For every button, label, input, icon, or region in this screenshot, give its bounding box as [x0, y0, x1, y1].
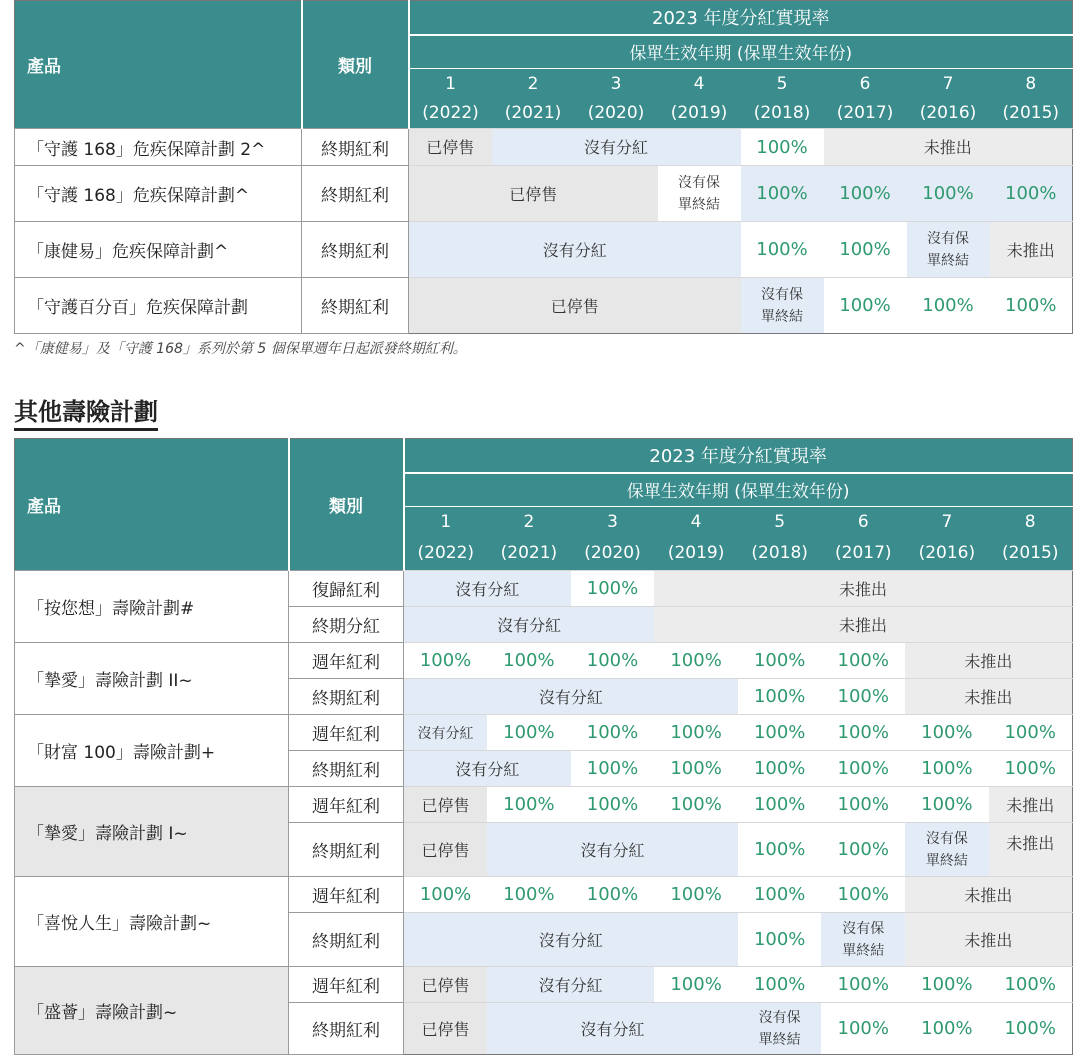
cell-100pct: 100%: [738, 877, 822, 913]
year-4: 4: [658, 69, 741, 99]
year-sub-1: (2022): [404, 537, 488, 571]
cell-100pct: 100%: [821, 679, 905, 715]
year-sub-3: (2020): [571, 537, 655, 571]
period-title: 保單生效年期 (保單生效年份): [409, 35, 1073, 69]
cell-100pct: 100%: [905, 1003, 989, 1055]
category-header: 類別: [302, 1, 409, 129]
table-row: [15, 967, 1073, 1003]
year-1: 1: [409, 69, 492, 99]
cell-100pct: 100%: [905, 751, 989, 787]
year-3: 3: [571, 507, 655, 537]
year-7: 7: [905, 507, 989, 537]
cell-100pct: 100%: [989, 715, 1073, 751]
cell-100pct: 100%: [907, 278, 990, 334]
year-6: 6: [821, 507, 905, 537]
cell-no-dividend: 沒有分紅: [404, 571, 571, 607]
table-row: [15, 222, 1073, 278]
no-term-line-1: 沒有保: [761, 286, 803, 303]
no-term-line-1: 沒有保: [678, 174, 720, 191]
cell-100pct: 100%: [824, 222, 907, 278]
cell-no-dividend: 沒有分紅: [404, 607, 655, 643]
cell-100pct: 100%: [487, 787, 571, 823]
table-row: [15, 278, 1073, 334]
cell-100pct: 100%: [821, 967, 905, 1003]
product-name: 「摯愛」壽險計劃 II~: [15, 643, 289, 715]
cell-100pct: 100%: [571, 877, 655, 913]
year-sub-3: (2020): [575, 99, 658, 129]
year-sub-8: (2015): [990, 99, 1073, 129]
cell-100pct: 100%: [738, 787, 822, 823]
category: 週年紅利: [289, 787, 404, 823]
cell-100pct: 100%: [487, 715, 571, 751]
cell-100pct: 100%: [990, 278, 1073, 334]
year-4: 4: [654, 507, 738, 537]
no-term-line-2: 單終結: [758, 1031, 801, 1048]
year-3: 3: [575, 69, 658, 99]
cell-100pct: 100%: [821, 751, 905, 787]
product-name: 「守護 168」危疾保障計劃^: [15, 166, 302, 222]
product-name: 「守護百分百」危疾保障計劃: [15, 278, 302, 334]
cell-100pct: 100%: [989, 967, 1073, 1003]
cell-no-termination: [905, 823, 989, 877]
cell-100pct: 100%: [404, 877, 488, 913]
cell-no-dividend: 沒有分紅: [487, 1003, 738, 1055]
category: 週年紅利: [289, 715, 404, 751]
cell-100pct: 100%: [989, 1003, 1073, 1055]
footnote: ^「康健易」及「守護 168」系列於第 5 個保單週年日起派發終期紅利。: [14, 341, 467, 357]
category: 週年紅利: [289, 967, 404, 1003]
cell-100pct: 100%: [571, 787, 655, 823]
cell-100pct: 100%: [905, 787, 989, 823]
cell-100pct: 100%: [907, 166, 990, 222]
cell-100pct: 100%: [654, 877, 738, 913]
year-5: 5: [741, 69, 824, 99]
product-header: 產品: [15, 439, 289, 571]
year-sub-4: (2019): [654, 537, 738, 571]
no-term-line-1: 沒有保: [758, 1009, 801, 1026]
cell-no-termination: [907, 222, 990, 278]
cell-no-dividend: 沒有分紅: [487, 967, 654, 1003]
period-title: 保單生效年期 (保單生效年份): [404, 473, 1073, 507]
year-sub-6: (2017): [824, 99, 907, 129]
no-term-line-2: 單終結: [678, 196, 720, 213]
year-7: 7: [907, 69, 990, 99]
cell-100pct: 100%: [654, 787, 738, 823]
year-sub-2: (2021): [492, 99, 575, 129]
cell-100pct: 100%: [821, 643, 905, 679]
year-sub-4: (2019): [658, 99, 741, 129]
cell-not-launched: 未推出: [989, 823, 1073, 877]
year-sub-5: (2018): [738, 537, 822, 571]
cell-stopped: 已停售: [404, 1003, 488, 1055]
cell-no-dividend: 沒有分紅: [404, 913, 738, 967]
cell-100pct: 100%: [571, 715, 655, 751]
year-sub-7: (2016): [907, 99, 990, 129]
cell-stopped: 已停售: [409, 166, 658, 222]
category: 終期分紅: [289, 607, 404, 643]
category: 終期紅利: [289, 679, 404, 715]
cell-100pct: 100%: [821, 877, 905, 913]
cell-100pct: 100%: [571, 751, 655, 787]
cell-100pct: 100%: [654, 643, 738, 679]
cell-100pct: 100%: [738, 715, 822, 751]
year-2: 2: [487, 507, 571, 537]
cell-100pct: 100%: [821, 715, 905, 751]
category: 復歸紅利: [289, 571, 404, 607]
cell-100pct: 100%: [738, 967, 822, 1003]
cell-not-launched: 未推出: [654, 571, 1072, 607]
cell-100pct: 100%: [738, 643, 822, 679]
table-row: [15, 571, 1073, 607]
cell-no-dividend: 沒有分紅: [404, 679, 738, 715]
life-insurance-table: [14, 438, 1073, 1055]
table-row: [15, 715, 1073, 751]
cell-100pct: 100%: [487, 643, 571, 679]
cell-not-launched: 未推出: [824, 129, 1073, 166]
cell-no-dividend: 沒有分紅: [409, 222, 741, 278]
category: 終期紅利: [302, 278, 409, 334]
cell-100pct: 100%: [821, 823, 905, 877]
category: 終期紅利: [302, 222, 409, 278]
year-2: 2: [492, 69, 575, 99]
no-term-line-1: 沒有保: [925, 830, 968, 847]
year-sub-1: (2022): [409, 99, 492, 129]
cell-100pct: 100%: [654, 751, 738, 787]
cell-not-launched: 未推出: [905, 679, 1072, 715]
rate-title: 2023 年度分紅實現率: [409, 1, 1073, 35]
cell-100pct: 100%: [738, 913, 822, 967]
cell-100pct: 100%: [738, 679, 822, 715]
cell-no-termination: [658, 166, 741, 222]
category-header: 類別: [289, 439, 404, 571]
year-8: 8: [990, 69, 1073, 99]
cell-100pct: 100%: [738, 751, 822, 787]
year-8: 8: [989, 507, 1073, 537]
cell-not-launched: 未推出: [905, 913, 1072, 967]
cell-100pct: 100%: [824, 166, 907, 222]
cell-100pct: 100%: [989, 751, 1073, 787]
no-term-line-2: 單終結: [927, 252, 969, 269]
table-row: [15, 166, 1073, 222]
cell-stopped: 已停售: [409, 278, 741, 334]
category: 終期紅利: [289, 751, 404, 787]
cell-no-termination: [821, 913, 905, 967]
cell-not-launched: 未推出: [905, 643, 1072, 679]
cell-not-launched: 未推出: [654, 607, 1072, 643]
cell-stopped: 已停售: [404, 787, 488, 823]
cell-100pct: 100%: [824, 278, 907, 334]
cell-no-dividend: 沒有分紅: [487, 823, 738, 877]
year-sub-5: (2018): [741, 99, 824, 129]
no-term-line-2: 單終結: [925, 852, 968, 869]
cell-no-dividend: 沒有分紅: [492, 129, 741, 166]
category: 週年紅利: [289, 643, 404, 679]
product-header: 產品: [15, 1, 302, 129]
product-name: 「盛薈」壽險計劃~: [15, 967, 289, 1055]
section-title: 其他壽險計劃: [14, 396, 158, 431]
cell-100pct: 100%: [738, 823, 822, 877]
no-term-line-2: 單終結: [761, 308, 803, 325]
critical-illness-table: [14, 0, 1073, 334]
cell-no-dividend: 沒有分紅: [404, 715, 488, 751]
year-sub-7: (2016): [905, 537, 989, 571]
category: 終期紅利: [289, 913, 404, 967]
table-row: [15, 877, 1073, 913]
product-name: 「財富 100」壽險計劃+: [15, 715, 289, 787]
year-6: 6: [824, 69, 907, 99]
category: 終期紅利: [289, 1003, 404, 1055]
year-1: 1: [404, 507, 488, 537]
cell-not-launched: 未推出: [990, 222, 1073, 278]
cell-100pct: 100%: [905, 715, 989, 751]
cell-100pct: 100%: [571, 571, 655, 607]
cell-100pct: 100%: [821, 1003, 905, 1055]
table-row: [15, 787, 1073, 823]
cell-100pct: 100%: [654, 715, 738, 751]
cell-100pct: 100%: [741, 166, 824, 222]
product-name: 「守護 168」危疾保障計劃 2^: [15, 129, 302, 166]
cell-100pct: 100%: [571, 643, 655, 679]
category: 終期紅利: [302, 129, 409, 166]
product-name: 「按您想」壽險計劃#: [15, 571, 289, 643]
cell-no-termination: [741, 278, 824, 334]
year-5: 5: [738, 507, 822, 537]
cell-no-termination: [738, 1003, 822, 1055]
year-sub-8: (2015): [989, 537, 1073, 571]
product-name: 「摯愛」壽險計劃 I~: [15, 787, 289, 877]
cell-stopped: 已停售: [404, 967, 488, 1003]
cell-no-dividend: 沒有分紅: [404, 751, 571, 787]
product-name: 「喜悅人生」壽險計劃~: [15, 877, 289, 967]
cell-100pct: 100%: [990, 166, 1073, 222]
cell-100pct: 100%: [905, 967, 989, 1003]
no-term-line-1: 沒有保: [927, 230, 969, 247]
cell-100pct: 100%: [821, 787, 905, 823]
no-term-line-1: 沒有保: [842, 920, 885, 937]
cell-100pct: 100%: [741, 222, 824, 278]
year-sub-2: (2021): [487, 537, 571, 571]
cell-100pct: 100%: [654, 967, 738, 1003]
table-row: [15, 129, 1073, 166]
cell-not-launched: 未推出: [905, 877, 1072, 913]
category: 終期紅利: [289, 823, 404, 877]
cell-not-launched: 未推出: [989, 787, 1073, 823]
cell-stopped: 已停售: [404, 823, 488, 877]
cell-100pct: 100%: [741, 129, 824, 166]
table-row: [15, 643, 1073, 679]
year-sub-6: (2017): [821, 537, 905, 571]
product-name: 「康健易」危疾保障計劃^: [15, 222, 302, 278]
category: 週年紅利: [289, 877, 404, 913]
cell-100pct: 100%: [487, 877, 571, 913]
cell-100pct: 100%: [404, 643, 488, 679]
category: 終期紅利: [302, 166, 409, 222]
cell-stopped: 已停售: [409, 129, 492, 166]
rate-title: 2023 年度分紅實現率: [404, 439, 1073, 473]
no-term-line-2: 單終結: [842, 942, 885, 959]
